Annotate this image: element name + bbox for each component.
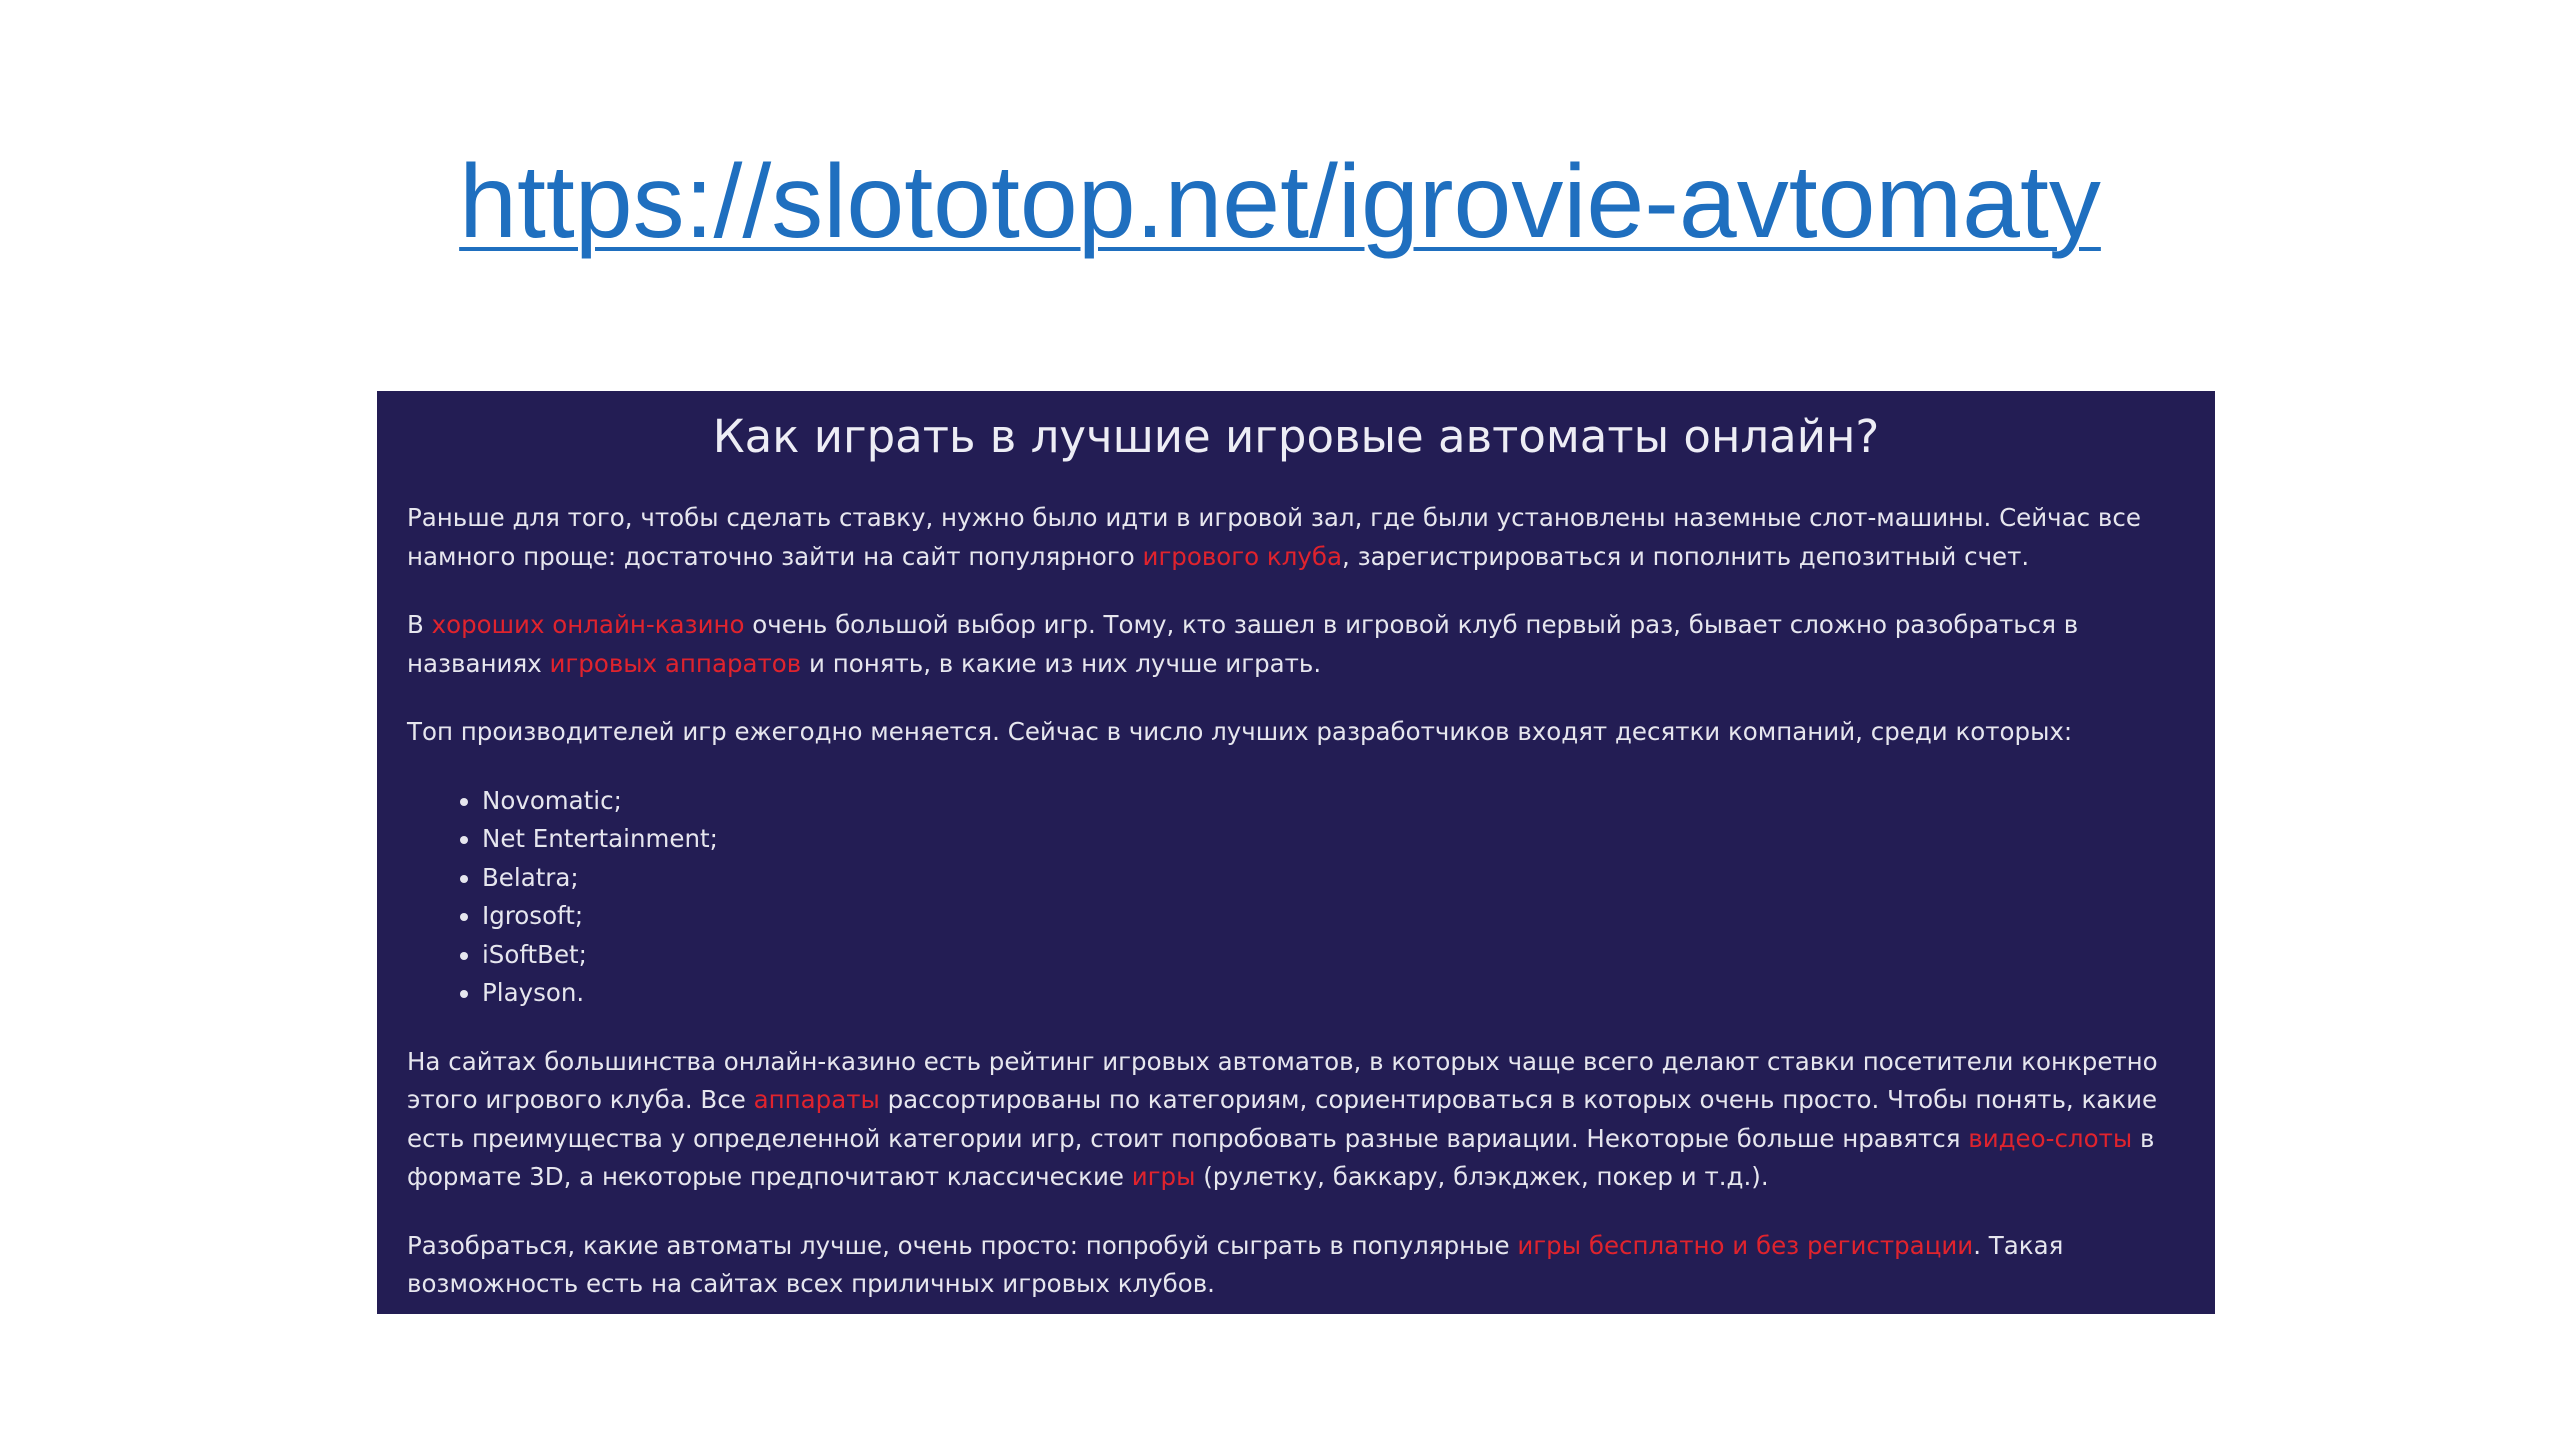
list-item: • Igrosoft;	[482, 897, 2185, 936]
link-video-slots[interactable]: видео-слоты	[1968, 1123, 2133, 1153]
paragraph-text: (рулетку, баккару, блэкджек, покер и т.д.).	[1195, 1162, 1769, 1191]
link-game-club[interactable]: игрового клуба	[1142, 541, 1343, 571]
list-item: • Belatra;	[482, 859, 2185, 898]
list-item: • iSoftBet;	[482, 936, 2185, 975]
link-good-casinos[interactable]: хороших онлайн-казино	[431, 610, 745, 639]
paragraph-text: В	[407, 610, 432, 639]
link-machines[interactable]: аппараты	[753, 1085, 880, 1114]
paragraph-free-play	[407, 1227, 2185, 1304]
paragraph-text: , зарегистрироваться и пополнить депозитный счет.	[1342, 541, 2030, 571]
paragraph-text: Разобраться, какие автоматы лучше, очень просто: попробуй сыграть в популярные	[407, 1230, 1518, 1260]
list-item: • Novomatic;	[482, 782, 2185, 821]
paragraph-text: . Такая возможность есть на сайтах всех приличных игровых клубов.	[407, 1230, 2064, 1298]
paragraph-providers-intro: Топ производителей игр ежегодно меняется. Сейчас в число лучших разработчиков входят десятки компаний, среди которых:	[407, 717, 2073, 746]
url-link[interactable]: https://slototop.net/igrovie-avtomaty	[459, 144, 2101, 260]
paragraph-intro	[407, 499, 2185, 576]
paragraph-text: Раньше для того, чтобы сделать ставку, нужно было идти в игровой зал, где были установлены наземные слот-машины. Сейчас все намного проще: достаточно зайти на сайт популярного	[407, 503, 2141, 571]
paragraph-rating	[407, 1043, 2185, 1197]
list-item: • Net Entertainment;	[482, 820, 2185, 859]
paragraph-text: в формате 3D, а некоторые предпочитают классические	[407, 1123, 2155, 1191]
paragraph-text: и понять, в какие из них лучше играть.	[801, 648, 1322, 678]
link-free-games[interactable]: игры бесплатно и без регистрации	[1517, 1230, 1974, 1260]
paragraph-text: очень большой выбор игр. Тому, кто зашел в игровой клуб первый раз, бывает сложно разобраться в названиях	[407, 610, 2079, 678]
article-screenshot	[377, 391, 2215, 1314]
paragraph-choice	[407, 606, 2185, 683]
paragraph-text: рассортированы по категориям, сориентироваться в которых очень просто. Чтобы понять, какие есть преимущества у определенной категории игр, стоит попробовать разные вариации. Некоторые больше нравятся	[407, 1085, 2158, 1153]
slide-title	[0, 144, 2560, 260]
providers-list	[407, 782, 2185, 1013]
link-games[interactable]: игры	[1131, 1162, 1196, 1191]
link-slot-machines[interactable]: игровых аппаратов	[549, 648, 802, 678]
list-item: • Playson.	[482, 974, 2185, 1013]
paragraph-text: На сайтах большинства онлайн-казино есть рейтинг игровых автоматов, в которых чаще всего делают ставки посетители конкретно этого игрового клуба. Все	[407, 1046, 2158, 1114]
article-heading: Как играть в лучшие игровые автоматы онлайн?	[712, 410, 1880, 463]
